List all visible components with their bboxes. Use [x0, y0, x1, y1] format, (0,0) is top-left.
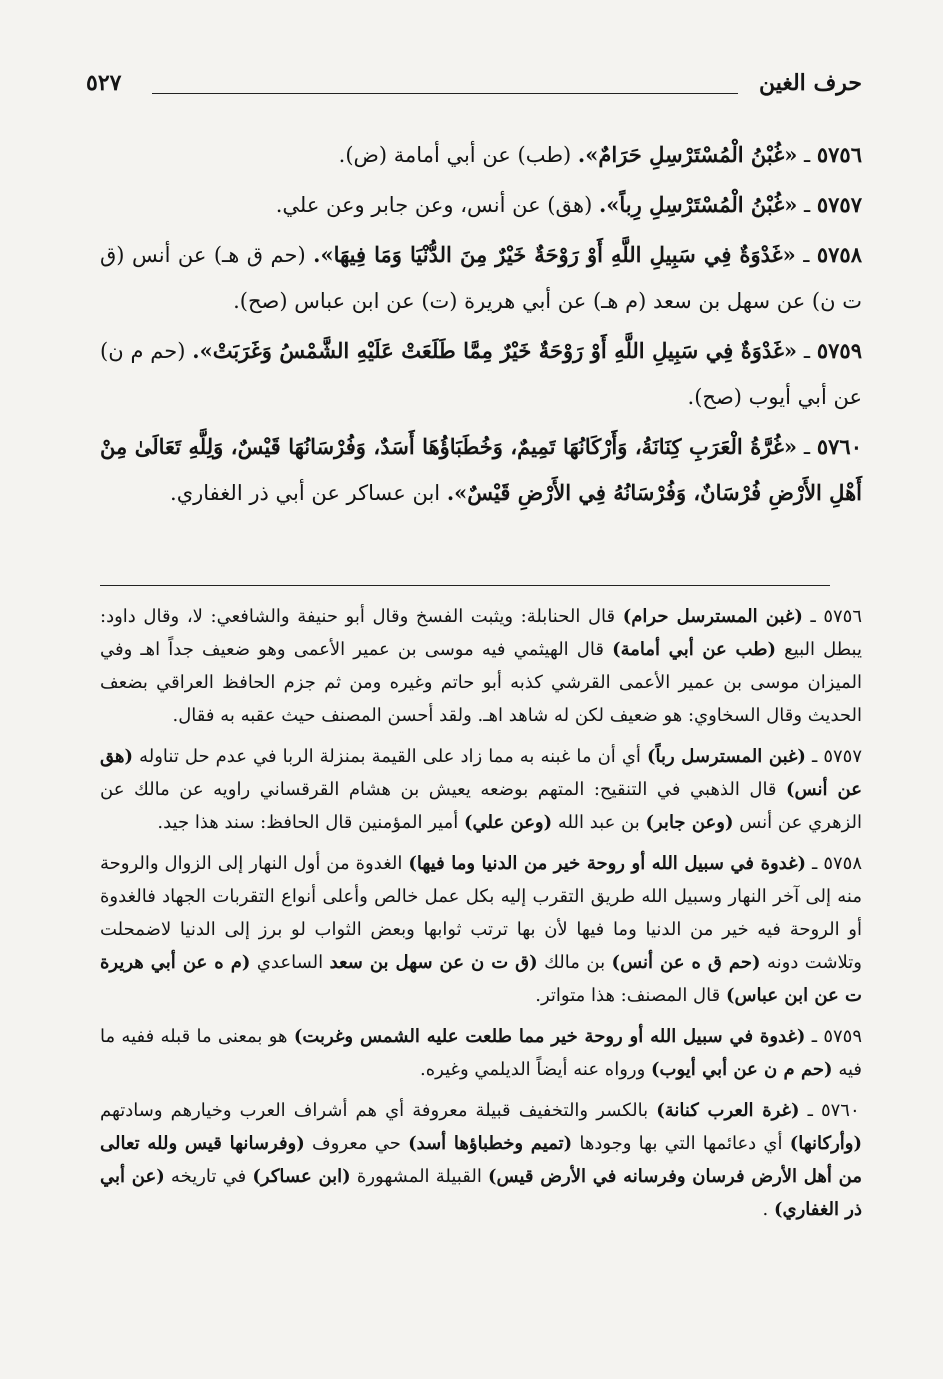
hadith-source: (حم م ن) عن أبي أيوب (صح).	[100, 339, 862, 409]
hadith-entry: ٥٧٥٩ ـ «غَدْوَةٌ فِي سَبِيلِ اللَّهِ أَوْ رَوْحَةٌ خَيْرٌ مِمَّا طَلَعَتْ عَلَيْهِ الشَّمْسُ وَغَرَبَتْ». (حم م ن) عن أبي أيوب (صح).	[100, 338, 862, 409]
note-text: أي أن ما غبنه به مما زاد على القيمة بمنزلة الربا في عدم حل تناوله	[139, 746, 641, 767]
note-text: القبيلة المشهورة	[356, 1166, 482, 1187]
note-quote: (ابن عساكر)	[252, 1166, 351, 1187]
note-text: الغدوة من أول النهار إلى الزوال والروحة منه إلى آخر النهار وسبيل الله طريق التقرب إليه بكل عمل خالص وأعلى أنواع التقربات الجهاد فالغدوة أو الروحة فيه خير من الدنيا وما فيها لأن بها ترتب ثوابها وبعض الثواب لو برز إلى الدنيا لاضمحلت وتلاشت دونه	[100, 853, 862, 973]
hadith-number: ٥٧٥٦	[816, 142, 862, 167]
hadith-entry: ٥٧٥٨ ـ «غَدْوَةٌ فِي سَبِيلِ اللَّهِ أَوْ رَوْحَةٌ خَيْرٌ مِنَ الدُّنْيَا وَمَا فِيهَا». (حم ق هـ) عن أنس (ق ت ن) عن سهل بن سعد (م هـ) عن أبي هريرة (ت) عن ابن عباس (صح).	[100, 242, 862, 313]
header-rule	[152, 93, 738, 94]
commentary-note: ٥٧٥٦ ـ (غبن المسترسل حرام) قال الحنابلة: ويثبت الفسخ وقال أبو حنيفة والشافعي: لا، وقال داود: يبطل البيع (طب عن أبي أمامة) قال الهيثمي فيه موسى بن عمير الأعمى وهو ضعيف جداً اهـ وفي الميزان موسى بن عمير الأعمى القرشي كذبه أبو حاتم وغيره ومن ثم جزم الحافظ العراقي بضعف الحديث وقال السخاوي: هو ضعيف لكن له شاهد اهـ. ولقد أحسن المصنف حيث عقبه به فقال.	[100, 606, 863, 726]
note-text: قال الحنابلة: ويثبت الفسخ وقال أبو حنيفة والشافعي: لا، وقال داود: يبطل البيع	[100, 606, 862, 660]
hadith-text: «غَدْوَةٌ فِي سَبِيلِ اللَّهِ أَوْ رَوْحَةٌ خَيْرٌ مِمَّا طَلَعَتْ عَلَيْهِ الشَّمْسُ وَغَرَبَتْ».	[192, 338, 798, 363]
hadith-entry: ٥٧٦٠ ـ «غُرَّةُ الْعَرَبِ كِنَانَةُ، وَأَرْكَانُهَا تَمِيمٌ، وَخُطَبَاؤُهَا أَسَدٌ، وَفُرْسَانُهَا قَيْسٌ، وَلِلَّهِ تَعَالَىٰ مِنْ أَهْلِ الأَرْضِ فُرْسَانٌ، وَفُرْسَانُهُ فِي الأَرْضِ قَيْسٌ». ابن عساكر عن أبي ذر الغفاري.	[100, 434, 862, 505]
chapter-title: حرف الغين	[758, 70, 862, 96]
note-text: بن مالك	[544, 952, 606, 973]
commentary-note: ٥٧٥٨ ـ (غدوة في سبيل الله أو روحة خير من الدنيا وما فيها) الغدوة من أول النهار إلى الزوال والروحة منه إلى آخر النهار وسبيل الله طريق التقرب إليه بكل عمل خالص وأعلى أنواع التقربات الجهاد فالغدوة أو الروحة فيه خير من الدنيا وما فيها لأن بها ترتب ثوابها وبعض الثواب لو برز إلى الدنيا لاضمحلت وتلاشت دونه (حم ق ه عن أنس) بن مالك (ق ت ن عن سهل بن سعد الساعدي (م ه عن أبي هريرة ت عن ابن عباس) قال المصنف: هذا متواتر.	[100, 853, 862, 1006]
hadith-entry: ٥٧٥٦ ـ «غُبْنُ الْمُسْتَرْسِلِ حَرَامٌ». (طب) عن أبي أمامة (ض).	[338, 142, 862, 167]
note-quote: (وعن جابر)	[645, 812, 734, 833]
note-quote: (وأركانها)	[789, 1133, 862, 1154]
hadith-number: ٥٧٥٨	[816, 242, 862, 267]
note-number: ٥٧٥٦	[823, 606, 863, 627]
hadith-source: (حم ق هـ) عن أنس (ق ت ن) عن سهل بن سعد (م هـ) عن أبي هريرة (ت) عن ابن عباس (صح).	[100, 243, 862, 313]
page-header	[86, 66, 862, 102]
note-quote: (حم ق ه عن أنس)	[611, 952, 761, 973]
note-quote: (عن أبي ذر الغفاري)	[100, 1166, 862, 1220]
hadith-text: «غَدْوَةٌ فِي سَبِيلِ اللَّهِ أَوْ رَوْحَةٌ خَيْرٌ مِنَ الدُّنْيَا وَمَا فِيهَا».	[313, 242, 796, 267]
note-text: .	[762, 1199, 769, 1220]
note-text: في تاريخه	[170, 1166, 247, 1187]
note-text: قال المصنف: هذا متواتر.	[535, 985, 721, 1006]
note-text: أمير المؤمنين قال الحافظ: سند هذا جيد.	[157, 812, 459, 833]
hadith-number: ٥٧٥٧	[816, 192, 862, 217]
note-quote: (غدوة في سبيل الله أو روحة خير مما طلعت عليه الشمس وغربت)	[293, 1026, 806, 1047]
note-text: قال الذهبي في التنقيح: المتهم بوضعه يعيش بن هشام القرقساني راويه عن مالك عن الزهري عن أنس	[100, 779, 862, 833]
note-quote: (غبن المسترسل رباً)	[646, 746, 806, 767]
note-quote: (غدوة في سبيل الله أو روحة خير من الدنيا وما فيها)	[408, 853, 807, 874]
note-text: أي دعائمها التي بها وجودها	[579, 1133, 783, 1154]
note-quote: (هق عن أنس)	[100, 746, 862, 800]
hadith-number: ٥٧٦٠	[816, 434, 862, 459]
hadith-number: ٥٧٥٩	[816, 338, 862, 363]
hadith-list	[100, 132, 862, 520]
hadith-source: (طب) عن أبي أمامة (ض).	[338, 143, 572, 167]
hadith-source: ابن عساكر عن أبي ذر الغفاري.	[170, 481, 441, 505]
hadith-text: «غُرَّةُ الْعَرَبِ كِنَانَةُ، وَأَرْكَانُهَا تَمِيمٌ، وَخُطَبَاؤُهَا أَسَدٌ، وَفُرْسَانُهَا قَيْسٌ، وَلِلَّهِ تَعَالَىٰ مِنْ أَهْلِ الأَرْضِ فُرْسَانٌ، وَفُرْسَانُهُ فِي الأَرْضِ قَيْسٌ».	[100, 434, 862, 505]
note-quote: (تميم وخطباؤها أسد)	[408, 1133, 573, 1154]
commentary-note: ٥٧٦٠ ـ (غرة العرب كنانة) بالكسر والتخفيف قبيلة معروفة أي هم أشراف العرب وخيارهم وسادتهم (وأركانها) أي دعائمها التي بها وجودها (تميم وخطباؤها أسد) حي معروف (وفرسانها قيس ولله تعالى من أهل الأرض فرسان وفرسانه في الأرض قيس) القبيلة المشهورة (ابن عساكر) في تاريخه (عن أبي ذر الغفاري) .	[100, 1100, 863, 1220]
hadith-source: (هق) عن أنس، وعن جابر وعن علي.	[275, 193, 593, 217]
note-number: ٥٧٥٨	[823, 853, 862, 874]
hadith-text: «غُبْنُ الْمُسْتَرْسِلِ حَرَامٌ».	[577, 142, 798, 167]
note-quote: (وفرسانها قيس ولله تعالى من أهل الأرض فرسان وفرسانه في الأرض قيس)	[100, 1133, 863, 1187]
note-quote: (ق ت ن عن سهل بن سعد	[329, 952, 538, 973]
note-text: حي معروف	[311, 1133, 401, 1154]
note-number: ٥٧٦٠	[820, 1100, 860, 1121]
note-quote: (غرة العرب كنانة)	[656, 1100, 800, 1121]
note-number: ٥٧٥٧	[823, 746, 862, 767]
hadith-entry: ٥٧٥٧ ـ «غُبْنُ الْمُسْتَرْسِلِ رِباً». (هق) عن أنس، وعن جابر وعن علي.	[275, 192, 862, 217]
note-text: هو بمعنى ما قبله ففيه ما فيه	[100, 1026, 862, 1080]
footnote-divider	[100, 585, 830, 586]
note-text: بالكسر والتخفيف قبيلة معروفة أي هم أشراف العرب وخيارهم وسادتهم	[100, 1100, 649, 1121]
commentary-note: ٥٧٥٩ ـ (غدوة في سبيل الله أو روحة خير مما طلعت عليه الشمس وغربت) هو بمعنى ما قبله ففيه ما فيه (حم م ن عن أبي أيوب) ورواه عنه أيضاً الديلمي وغيره.	[100, 1026, 863, 1080]
hadith-text: «غُبْنُ الْمُسْتَرْسِلِ رِباً».	[598, 192, 798, 217]
note-number: ٥٧٥٩	[823, 1026, 863, 1047]
note-quote: (م ه عن أبي هريرة ت عن ابن عباس)	[100, 952, 862, 1006]
note-text: ورواه عنه أيضاً الديلمي وغيره.	[420, 1059, 646, 1080]
page-number: ٥٢٧	[86, 70, 122, 96]
note-text: قال الهيثمي فيه موسى بن عمير الأعمى وهو ضعيف جداً اهـ وفي الميزان موسى بن عمير الأعمى القرشي كذبه أبو حاتم وغيره ومن ثم جزم الحافظ العراقي بضعف الحديث وقال السخاوي: هو ضعيف لكن له شاهد اهـ. ولقد أحسن المصنف حيث عقبه به فقال.	[100, 639, 862, 726]
note-quote: (وعن علي)	[464, 812, 553, 833]
commentary-notes	[100, 600, 862, 1234]
note-quote: (طب عن أبي أمامة)	[612, 639, 776, 660]
note-text: بن عبد الله	[557, 812, 640, 833]
note-quote: (غبن المسترسل حرام)	[622, 606, 803, 627]
note-text: الساعدي	[256, 952, 324, 973]
commentary-note: ٥٧٥٧ ـ (غبن المسترسل رباً) أي أن ما غبنه به مما زاد على القيمة بمنزلة الربا في عدم حل تناوله (هق عن أنس) قال الذهبي في التنقيح: المتهم بوضعه يعيش بن هشام القرقساني راويه عن مالك عن الزهري عن أنس (وعن جابر) بن عبد الله (وعن علي) أمير المؤمنين قال الحافظ: سند هذا جيد.	[100, 746, 862, 833]
note-quote: (حم م ن عن أبي أيوب)	[651, 1059, 833, 1080]
